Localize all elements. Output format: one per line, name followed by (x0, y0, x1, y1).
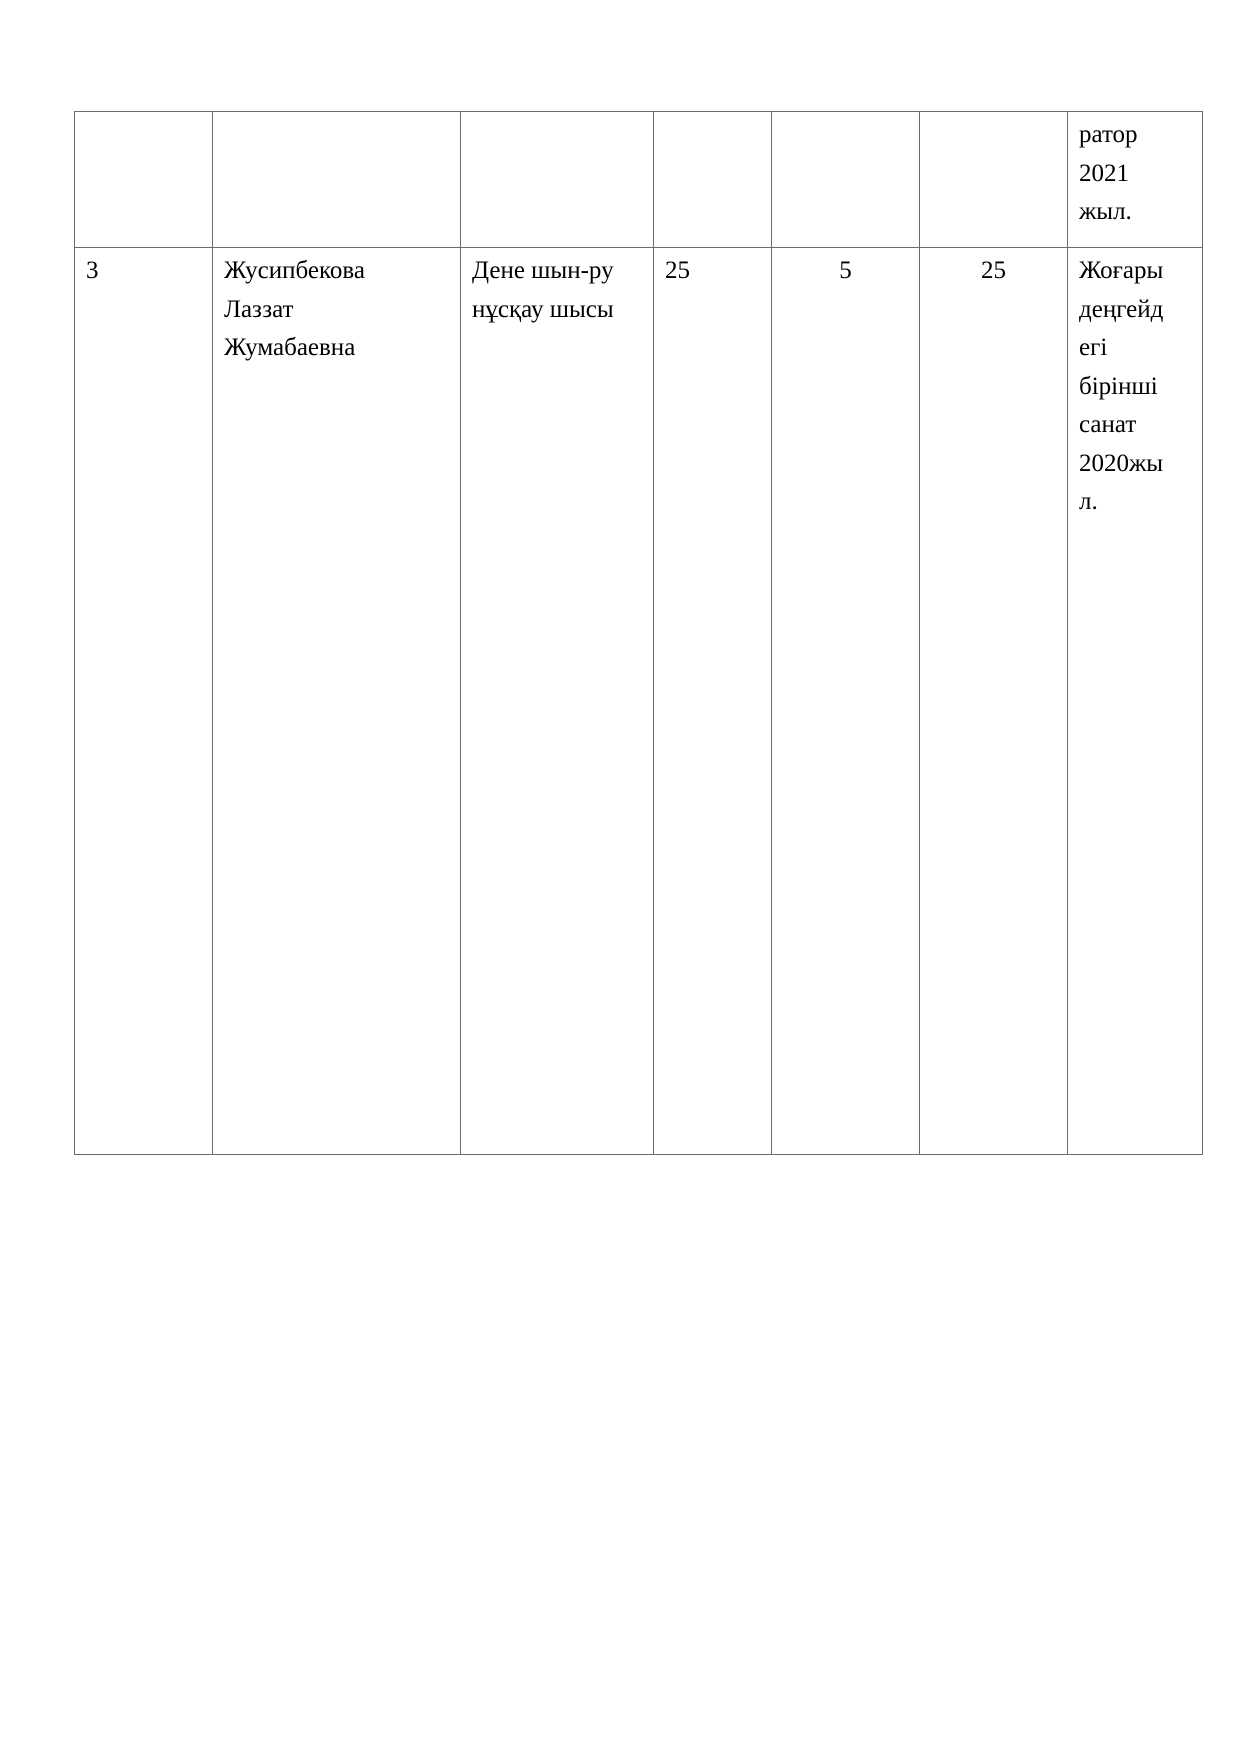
category-line: жыл. (1079, 198, 1132, 225)
category-line: егі (1079, 334, 1108, 361)
name-line: Лаззат (224, 295, 294, 323)
category-cell (1068, 248, 1203, 1155)
number-cell (75, 112, 213, 248)
document-table (74, 111, 1203, 1155)
position-line: нұсқау шысы (472, 295, 614, 323)
category-line: бірінші (1079, 372, 1158, 400)
position-cell (461, 248, 654, 1155)
category-cell (1068, 112, 1203, 248)
name-line: Жусипбекова (224, 257, 365, 284)
table-row (75, 112, 1203, 248)
name-line: Жумабаевна (224, 334, 356, 361)
category-line: ратор (1079, 121, 1138, 148)
value-cell (654, 112, 772, 248)
position-line: Дене шын-ру (472, 257, 614, 284)
name-cell (213, 248, 461, 1155)
value-cell: 5 (772, 248, 920, 1155)
value-cell (920, 112, 1068, 248)
category-line: Жоғары (1079, 257, 1164, 284)
name-cell (213, 112, 461, 248)
category-line: 2021 (1079, 159, 1129, 187)
table-row (75, 248, 1203, 1155)
category-line: санат (1079, 411, 1137, 438)
number-cell: 3 (75, 248, 213, 1155)
category-line: л. (1079, 488, 1098, 515)
value-cell: 25 (654, 248, 772, 1155)
position-cell (461, 112, 654, 248)
value-cell: 25 (920, 248, 1068, 1155)
category-line: 2020жы (1079, 449, 1164, 477)
category-line: деңгейд (1079, 295, 1164, 323)
value-cell (772, 112, 920, 248)
